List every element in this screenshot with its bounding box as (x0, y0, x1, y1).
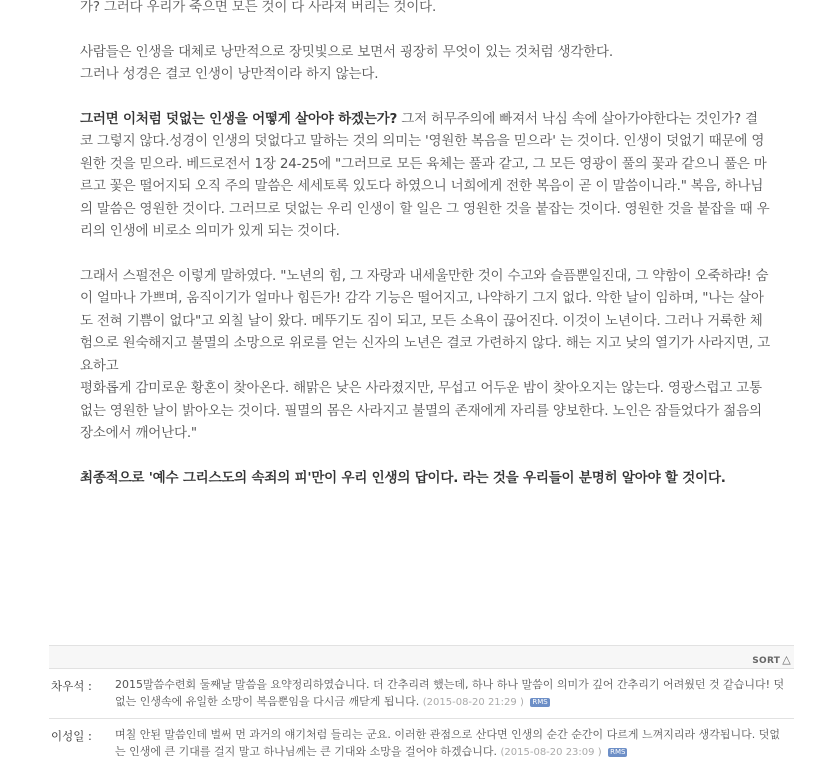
article-line: 사람들은 인생을 대체로 낭만적으로 장밋빛으로 보면서 굉장히 무엇이 있는 것처럼 생각한다. (80, 43, 613, 60)
comment-item (49, 668, 794, 718)
comment-author[interactable]: 이성일 : (51, 729, 92, 743)
comment-body (115, 676, 788, 711)
comment-section (49, 645, 794, 768)
article-conclusion: 최종적으로 '예수 그리스도의 속죄의 피'만이 우리 인생의 답이다. 라는 것을 우리들이 분명히 알아야 할 것이다. (80, 469, 726, 486)
triangle-up-icon: △ (782, 653, 791, 666)
article-paragraph (80, 108, 770, 243)
rms-badge[interactable]: RMS (532, 698, 548, 706)
spurgeon-quote: 그래서 스펄전은 이렇게 말하였다. "노년의 힘, 그 자랑과 내세울만한 것이 수고와 슬픔뿐일진대, 그 약함이 오죽하랴! 숨이 얼마나 가쁘며, 움직이기가 얼마나 힘든가! 감각 기능은 떨어지고, 나약하기 그지 없다. 악한 날이 임하며, "나는 살아도 전혀 기쁨이 없다"고 외칠 날이 왔다. 메뚜기도 짐이 되고, 모든 소욕이 끊어진다. 이것이 노년이다. 그러나 거룩한 체험으로 원숙해지고 불멸의 소망으로 위로를 얻는 신자의 노년은 결코 가련하지 않다. 해는 지고 낮의 열기가 사라지면, 고요하고 (80, 267, 771, 374)
comment-body (115, 726, 788, 761)
article-bold-question: 그러면 이처럼 덧없는 인생을 어떻게 살아야 하겠는가? (80, 110, 398, 127)
sort-bar (49, 645, 794, 668)
rms-badge[interactable]: RMS (610, 748, 626, 756)
comment-author[interactable]: 차우석 : (51, 679, 92, 693)
comment-date: (2015-08-20 21:29 ) (422, 697, 524, 708)
comment-text: 며칠 안된 말씀인데 벌써 먼 과거의 얘기처럼 들리는 군요. 이러한 관점으로 산다면 인생의 순간 순간이 다르게 느껴지리라 생각됩니다. 덧없는 인생에 큰 기대를 걸지 말고 하나님께는 큰 기대와 소망을 걸어야 하겠습니다. (115, 728, 780, 758)
article-paragraph: 가? 그러다 우리가 죽으면 모든 것이 다 사라져 버리는 것이다. (80, 0, 437, 15)
article-body (80, 0, 770, 489)
article-line: 그러나 성경은 결코 인생이 낭만적이라 하지 않는다. (80, 66, 379, 82)
spurgeon-quote-cont: 평화롭게 감미로운 황혼이 찾아온다. 해맑은 낮은 사라졌지만, 무섭고 어두운 밤이 찾아오지는 않는다. 영광스럽고 고통 없는 영원한 날이 밝아오는 것이다. 필멸의 몸은 사라지고 불멸의 존재에게 자리를 양보한다. 노인은 잠들었다가 젊음의 장소에서 깨어난다." (80, 380, 762, 441)
article-paragraph (80, 41, 770, 86)
comment-text: 2015말씀수련회 둘째날 말씀을 요약정리하였습니다. 더 간추리려 했는데, 하나 하나 말씀이 의미가 깊어 간추리기 어려웠던 것 같습니다! 덧없는 인생속에 유일한 소망이 복음뿐임을 다시금 깨닫게 됩니다. (115, 678, 785, 708)
comment-date: (2015-08-20 23:09 ) (500, 747, 602, 758)
article-text: 그저 허무주의에 빠져서 낙심 속에 살아가야한다는 것인가? 결코 그렇지 않다.성경이 인생의 덧없다고 말하는 것의 의미는 '영원한 복음을 믿으라' 는 것이다. 인생이 덧없기 때문에 영원한 것을 믿으라. 베드로전서 1장 24-25에 "그러므로 모든 육체는 풀과 같고, 그 모든 영광이 풀의 꽃과 같으니 풀은 마르고 꽃은 떨어지되 오직 주의 말씀은 세세토록 있도다 하였으니 너희에게 전한 복음이 곧 이 말씀이니라." 복음, 하나님의 말씀은 영원한 것이다. 그러므로 덧없는 우리 인생이 할 일은 그 영원한 것을 붙잡는 것이다. 영원한 것을 붙잡을 때 우리의 인생에 비로소 의미가 있게 되는 것이다. (80, 110, 770, 239)
comment-item (49, 718, 794, 768)
article-paragraph (80, 265, 770, 445)
sort-label: SORT (752, 656, 781, 666)
